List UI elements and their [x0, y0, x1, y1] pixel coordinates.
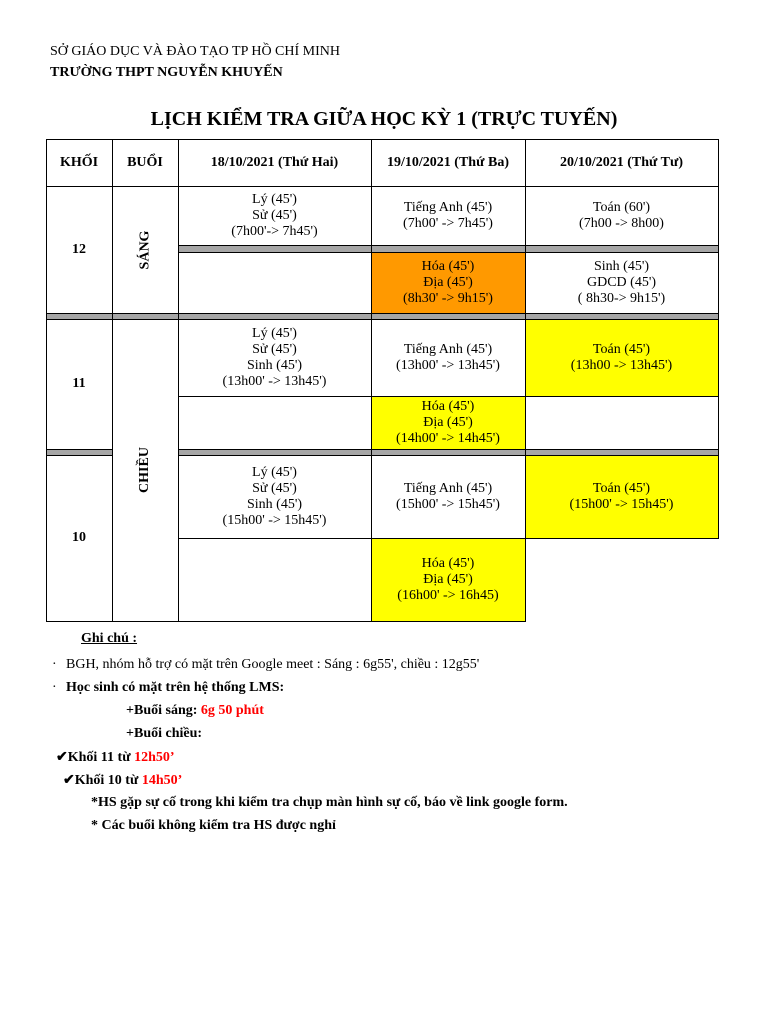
table-line	[46, 449, 112, 450]
exam-line: Toán (60')	[592, 199, 651, 215]
col-header-session: BUỔI	[127, 154, 163, 170]
exam-line: Lý (45')	[252, 464, 297, 480]
session-morning	[112, 186, 178, 313]
exam-time: (15h00' -> 15h45')	[569, 496, 674, 512]
exam-line: Hóa (45')	[421, 398, 475, 414]
exam-line: Sử (45')	[252, 480, 297, 496]
note-morning	[126, 703, 264, 719]
exam-cell	[371, 186, 525, 245]
exam-cell	[178, 319, 371, 396]
exam-time: ( 8h30-> 9h15')	[577, 290, 666, 306]
exam-cell	[371, 539, 525, 621]
exam-cell	[178, 186, 371, 245]
exam-line: Địa (45')	[423, 274, 473, 290]
exam-time: (7h00'-> 7h45')	[231, 223, 318, 239]
exam-line: Tiếng Anh (45')	[403, 199, 493, 215]
exam-line: Tiếng Anh (45')	[403, 341, 493, 357]
table-line	[178, 245, 719, 246]
exam-line: Địa (45')	[423, 572, 473, 587]
bullet-icon: ·	[52, 657, 57, 672]
grade-label: 12	[72, 241, 86, 257]
exam-line: Địa (45')	[423, 414, 473, 430]
exam-cell	[525, 455, 718, 538]
col-header-tuesday: 19/10/2021 (Thứ Ba)	[387, 154, 509, 170]
exam-line: Sinh (45')	[246, 496, 303, 512]
exam-time: (15h00' -> 15h45')	[396, 496, 500, 512]
exam-time: (13h00' -> 13h45')	[222, 373, 327, 389]
exam-time: (16h00' -> 16h45)	[397, 588, 499, 603]
exam-time: (7h00 -> 8h00)	[579, 215, 664, 231]
page-title: LỊCH KIỂM TRA GIỮA HỌC KỲ 1 (TRỰC TUYẾN)	[150, 108, 618, 130]
grade11-label: Khối 11 từ	[67, 750, 131, 765]
exam-line: Toán (45')	[592, 341, 651, 357]
exam-cell	[371, 252, 525, 313]
note-grade10	[63, 772, 182, 789]
exam-time: (7h00' -> 7h45')	[403, 215, 493, 231]
exam-cell	[525, 186, 718, 245]
table-line	[718, 139, 719, 539]
exam-line: Lý (45')	[252, 325, 297, 341]
school-name: TRƯỜNG THPT NGUYỄN KHUYẾN	[50, 65, 283, 80]
check-icon: ✔	[56, 750, 68, 765]
exam-line: Sử (45')	[252, 341, 297, 357]
notes-heading: Ghi chú :	[81, 631, 138, 646]
grade10-label: Khối 10 từ	[74, 773, 139, 788]
exam-cell	[525, 319, 718, 396]
table-line	[46, 313, 719, 314]
check-icon: ✔	[63, 773, 75, 788]
col-header-wednesday: 20/10/2021 (Thứ Tư)	[559, 154, 684, 170]
col-header-monday: 18/10/2021 (Thứ Hai)	[210, 154, 339, 170]
table-line	[46, 621, 526, 622]
department-name: SỞ GIÁO DỤC VÀ ĐÀO TẠO TP HỒ CHÍ MINH	[50, 44, 340, 59]
exam-time: (13h00 -> 13h45')	[570, 357, 673, 373]
grade11-time: 12h50’	[134, 750, 175, 765]
note-staff-support: BGH, nhóm hỗ trợ có mặt trên Google meet : Sáng : 6g55', chiều : 12g55'	[66, 657, 480, 672]
exam-line: Toán (45')	[592, 480, 651, 496]
exam-line: Sinh (45')	[593, 258, 650, 274]
exam-cell	[371, 319, 525, 396]
morning-time: 6g 50 phút	[200, 703, 264, 718]
exam-line: Tiếng Anh (45')	[403, 480, 493, 496]
row-separator	[178, 245, 718, 252]
col-header-grade: KHỐI	[59, 154, 99, 170]
session-afternoon-label: CHIỀU	[137, 447, 152, 493]
exam-cell	[525, 252, 718, 313]
bullet-icon: ·	[52, 680, 57, 695]
exam-cell	[371, 396, 525, 449]
afternoon-label: +Buổi chiều:	[126, 726, 203, 741]
session-morning-label: SÁNG	[137, 230, 152, 269]
morning-label: +Buổi sáng:	[126, 703, 198, 718]
exam-cell	[371, 455, 525, 538]
exam-line: GDCD (45')	[586, 274, 656, 290]
note-students-lms: Học sinh có mặt trên hệ thống LMS:	[66, 680, 285, 695]
exam-line: Lý (45')	[252, 191, 297, 207]
note-grade11	[56, 749, 175, 766]
session-afternoon	[112, 319, 178, 621]
exam-time: (8h30' -> 9h15')	[403, 290, 493, 306]
note-day-off: * Các buổi không kiểm tra HS được nghỉ	[91, 818, 336, 833]
grade10-time: 14h50’	[141, 773, 183, 788]
exam-time: (13h00' -> 13h45')	[396, 357, 500, 373]
exam-line: Sinh (45')	[246, 357, 303, 373]
exam-time: (15h00' -> 15h45')	[222, 512, 327, 528]
grade-label: 11	[72, 376, 86, 391]
grade-label: 10	[72, 530, 86, 545]
exam-time: (14h00' -> 14h45')	[396, 430, 500, 446]
table-line	[178, 449, 719, 450]
exam-line: Hóa (45')	[421, 258, 475, 274]
exam-cell	[178, 455, 371, 538]
note-incident: *HS gặp sự cố trong khi kiểm tra chụp màn hình sự cố, báo về link google form.	[91, 795, 568, 810]
exam-line: Sử (45')	[252, 207, 297, 223]
exam-line: Hóa (45')	[421, 556, 475, 571]
